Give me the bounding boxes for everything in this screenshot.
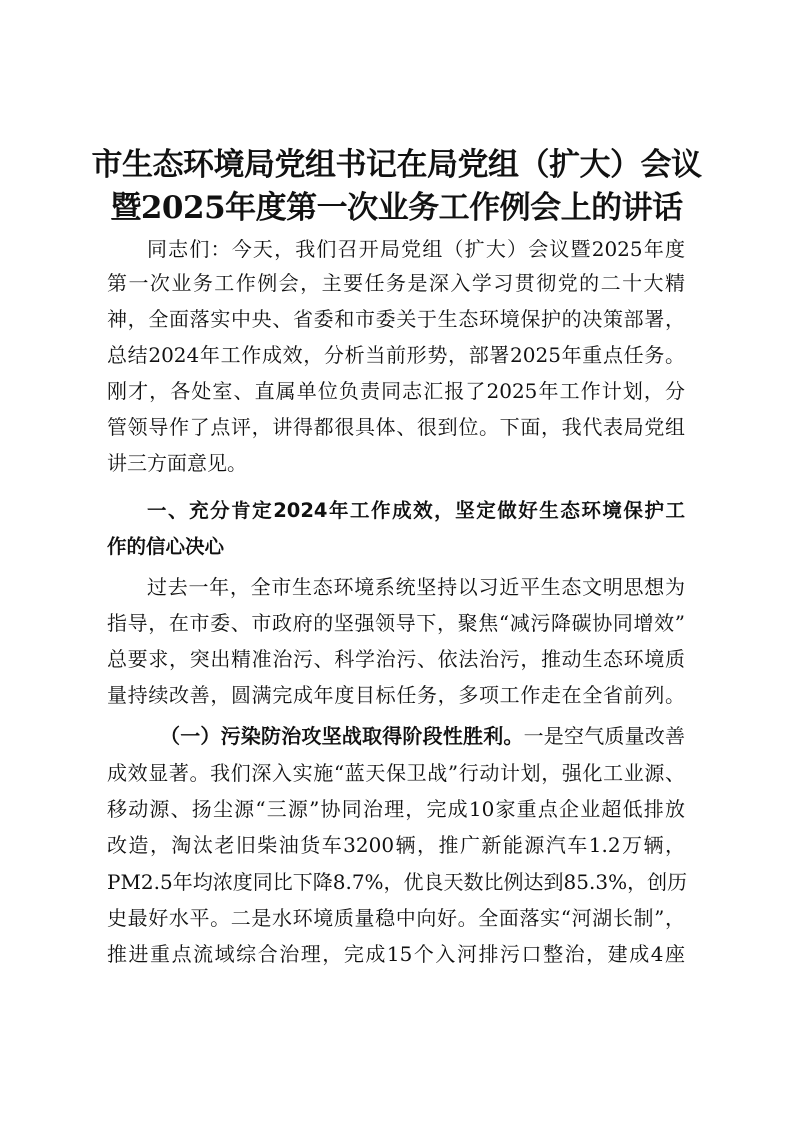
body-line: 史最好水平。二是水环境质量稳中向好。全面落实“河湖长制”，: [107, 906, 685, 930]
body-line: 过去一年，全市生态环境系统坚持以习近平生态文明思想为: [147, 575, 685, 599]
document-title-line-1: 市生态环境局党组书记在局党组（扩大）会议: [91, 147, 702, 183]
body-line: 移动源、扬尘源“三源”协同治理，完成10家重点企业超低排放: [107, 797, 685, 821]
intro-line: 第一次业务工作例会，主要任务是深入学习贯彻党的二十大精: [107, 271, 685, 295]
body-line: 指导，在市委、市政府的坚强领导下，聚焦“减污降碳协同增效”: [107, 611, 685, 635]
intro-line: 神，全面落实中央、省委和市委关于生态环境保护的决策部署，: [107, 307, 685, 331]
intro-line: 刚才，各处室、直属单位负责同志汇报了2025年工作计划，分: [107, 379, 685, 403]
intro-line: 总结2024年工作成效，分析当前形势，部署2025年重点任务。: [107, 343, 685, 367]
body-line: 量持续改善，圆满完成年度目标任务，多项工作走在全省前列。: [107, 683, 685, 707]
body-line: 推进重点流域综合治理，完成15个入河排污口整治，建成4座: [107, 942, 685, 966]
body-line: 总要求，突出精准治污、科学治污、依法治污，推动生态环境质: [107, 647, 685, 671]
subsection-first-line: [160, 719, 685, 753]
intro-line: 同志们：今天，我们召开局党组（扩大）会议暨2025年度: [147, 237, 685, 261]
intro-line: 讲三方面意见。: [107, 451, 247, 475]
section-heading: 一、充分肯定2024年工作成效，坚定做好生态环境保护工: [147, 499, 685, 522]
subsection-heading: （一）污染防治攻坚战取得阶段性胜利。: [160, 724, 524, 748]
intro-line: 管领导作了点评，讲得都很具体、很到位。下面，我代表局党组: [107, 415, 685, 439]
document-title-line-2: 暨2025年度第一次业务工作例会上的讲话: [110, 190, 683, 226]
body-line: PM2.5年均浓度同比下降8.7%，优良天数比例达到85.3%，创历: [107, 870, 688, 894]
section-heading: 作的信心决心: [107, 535, 225, 558]
body-line: 改造，淘汰老旧柴油货车3200辆，推广新能源汽车1.2万辆，: [107, 833, 685, 857]
body-line: 成效显著。我们深入实施“蓝天保卫战”行动计划，强化工业源、: [107, 761, 685, 785]
subsection-first-line-text: 一是空气质量改善: [523, 724, 686, 748]
